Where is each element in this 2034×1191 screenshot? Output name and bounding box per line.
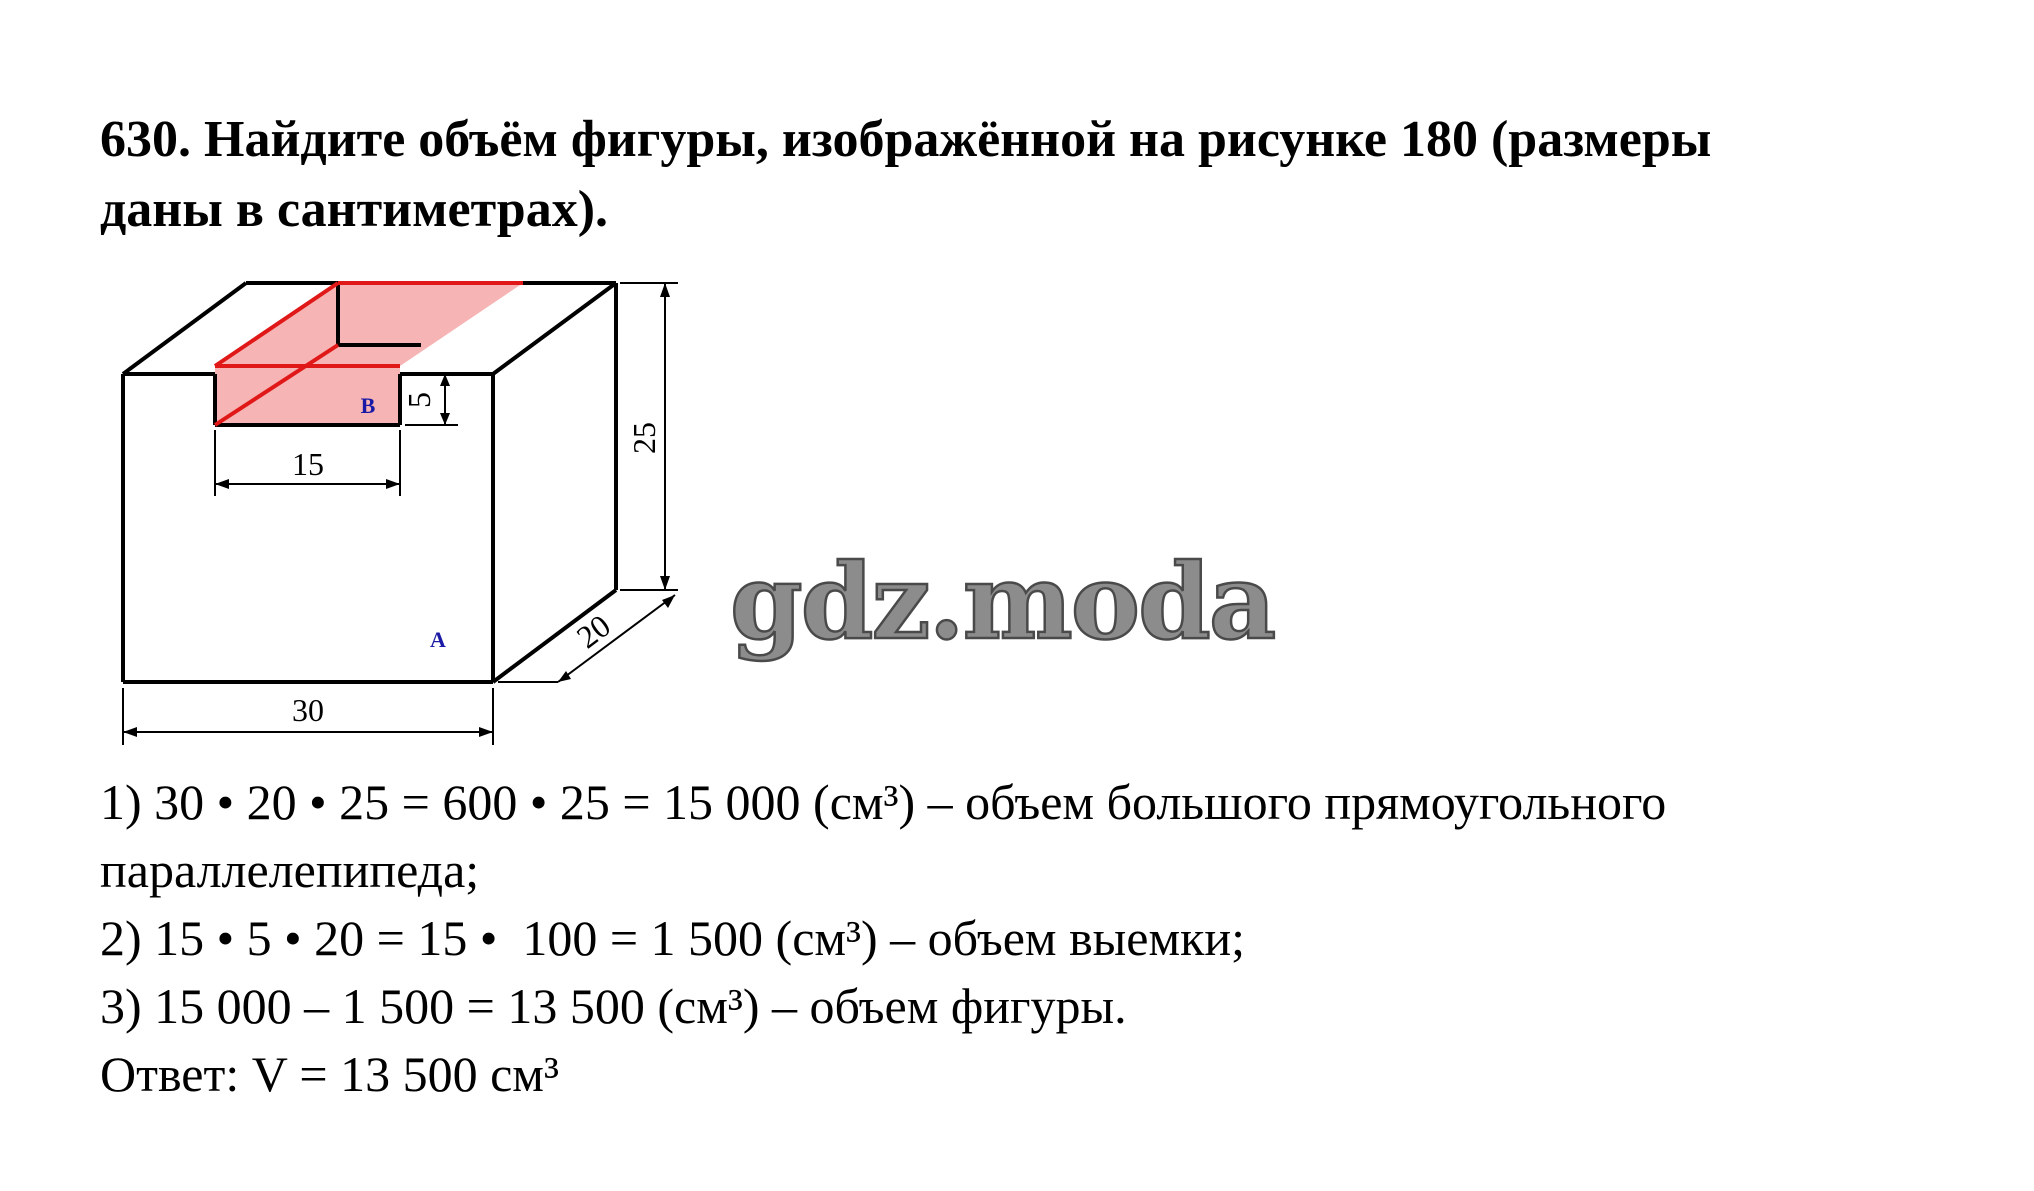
problem-line-2: даны в сантиметрах). [100, 181, 609, 238]
solution-line-1: 1) 30 • 20 • 25 = 600 • 25 = 15 000 (см³) – объем большого прямоугольного [100, 774, 1667, 830]
solution-line-2: параллелепипеда; [100, 842, 480, 898]
watermark-text: gdz.moda [730, 540, 1275, 663]
solution [100, 768, 2000, 1108]
face-label-a: A [430, 627, 446, 652]
watermark [730, 540, 1330, 680]
problem-statement [100, 105, 1980, 245]
dim-label-30: 30 [292, 692, 324, 728]
face-label-b: B [360, 393, 376, 418]
dim-label-15: 15 [292, 446, 324, 482]
figure-180 [100, 270, 700, 760]
dim-label-5: 5 [401, 392, 437, 408]
problem-line-1: 630. Найдите объём фигуры, изображённой на рисунке 180 (размеры [100, 111, 1712, 168]
dim-line-20 [558, 595, 675, 682]
solution-line-4: 3) 15 000 – 1 500 = 13 500 (см³) – объем фигуры. [100, 978, 1127, 1034]
dim-label-25: 25 [626, 422, 662, 454]
answer-line: Ответ: V = 13 500 см³ [100, 1046, 559, 1102]
dim-label-20: 20 [569, 607, 617, 656]
solution-line-3: 2) 15 • 5 • 20 = 15 • 100 = 1 500 (см³) – объем выемки; [100, 910, 1246, 966]
cutout-top-face [215, 283, 523, 366]
